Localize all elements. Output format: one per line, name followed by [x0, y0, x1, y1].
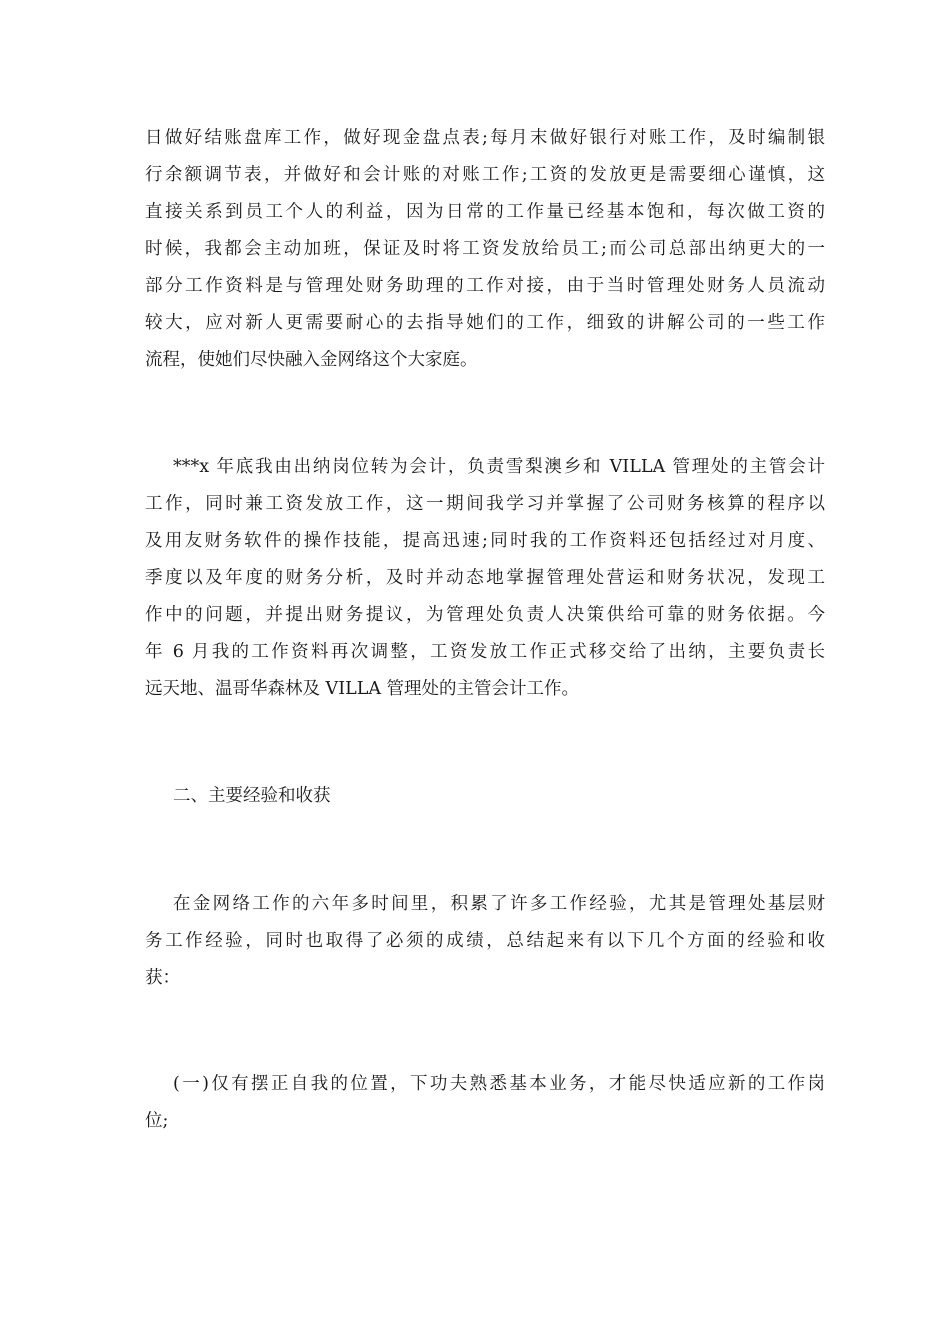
- paragraph-3-line-3: 获：: [145, 968, 180, 988]
- paragraph-4-line-2: 位;: [145, 1111, 169, 1131]
- paragraph-1-line-3: 直接关系到员工个人的利益，因为日常的工作量已经基本饱和，每次做工资的: [145, 202, 825, 222]
- paragraph-2-line-4: 季度以及年度的财务分析，及时并动态地掌握管理处营运和财务状况，发现工: [145, 568, 825, 588]
- paragraph-2-line-2: 工作，同时兼工资发放工作，这一期间我学习并掌握了公司财务核算的程序以: [145, 494, 825, 514]
- paragraph-2-line-6: 年 6 月我的工作资料再次调整，工资发放工作正式移交给了出纳，主要负责长: [145, 642, 825, 662]
- paragraph-2-line-7: 远天地、温哥华森林及 VILLA 管理处的主管会计工作。: [145, 679, 580, 699]
- paragraph-3-line-2: 务工作经验，同时也取得了必须的成绩，总结起来有以下几个方面的经验和收: [145, 931, 825, 951]
- paragraph-1-line-6: 较大，应对新人更需要耐心的去指导她们的工作，细致的讲解公司的一些工作: [145, 313, 825, 333]
- paragraph-1-line-2: 行余额调节表，并做好和会计账的对账工作;工资的发放更是需要细心谨慎，这: [145, 165, 825, 185]
- section-heading: 二、主要经验和收获: [173, 786, 331, 806]
- paragraph-1-line-1: 日做好结账盘库工作，做好现金盘点表;每月末做好银行对账工作，及时编制银: [145, 128, 825, 148]
- paragraph-1-line-5: 部分工作资料是与管理处财务助理的工作对接，由于当时管理处财务人员流动: [145, 276, 825, 296]
- paragraph-2-line-5: 作中的问题，并提出财务提议，为管理处负责人决策供给可靠的财务依据。今: [145, 605, 825, 625]
- paragraph-1-line-4: 时候，我都会主动加班，保证及时将工资发放给员工;而公司总部出纳更大的一: [145, 239, 825, 259]
- paragraph-3-line-1: 在金网络工作的六年多时间里，积累了许多工作经验，尤其是管理处基层财: [173, 894, 825, 914]
- paragraph-4-line-1: (一)仅有摆正自我的位置，下功夫熟悉基本业务，才能尽快适应新的工作岗: [173, 1074, 825, 1094]
- paragraph-1-line-7: 流程，使她们尽快融入金网络这个大家庭。: [145, 350, 478, 370]
- paragraph-2-line-1: ***x 年底我由出纳岗位转为会计，负责雪梨澳乡和 VILLA 管理处的主管会计: [173, 457, 825, 477]
- paragraph-2-line-3: 及用友财务软件的操作技能，提高迅速;同时我的工作资料还包括经过对月度、: [145, 531, 825, 551]
